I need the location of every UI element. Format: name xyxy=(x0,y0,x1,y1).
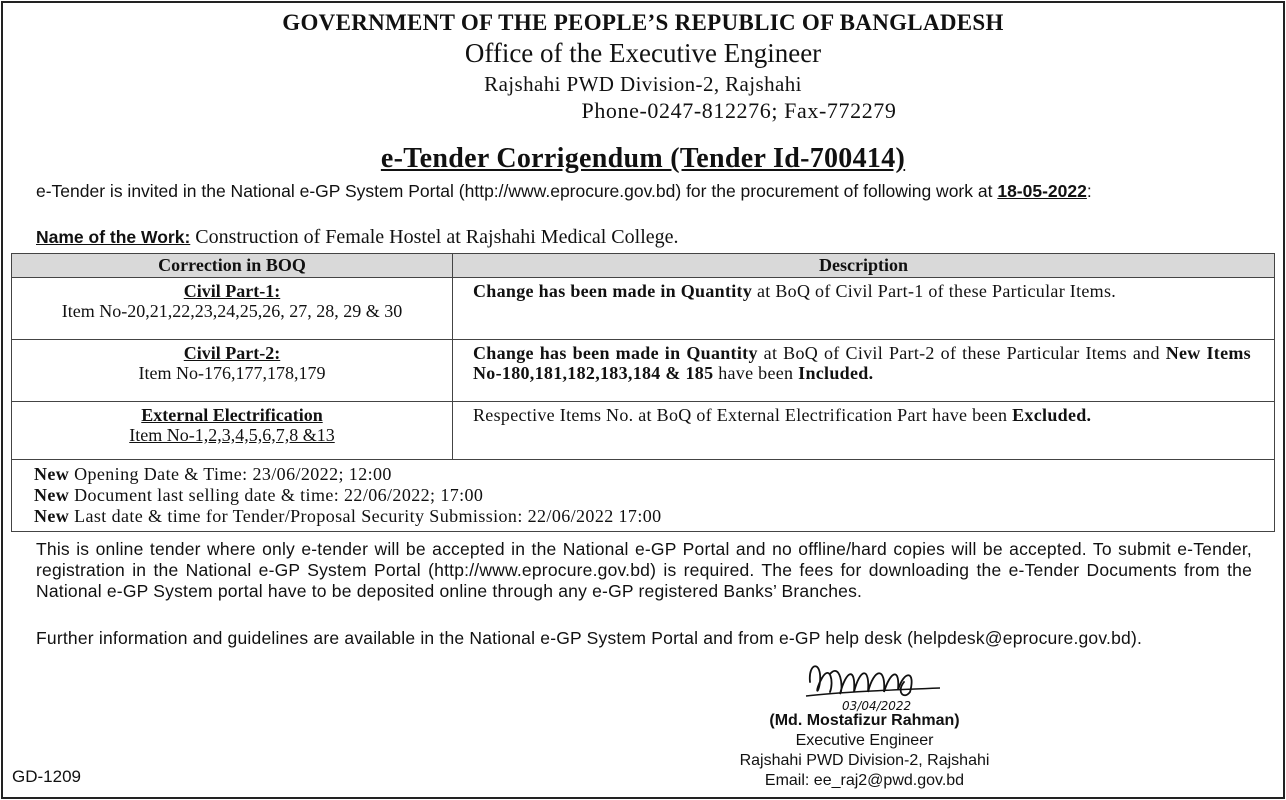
table-header-row xyxy=(12,254,1275,278)
column-header-description: Description xyxy=(453,254,1275,278)
contact-heading: Phone-0247-812276; Fax-772279 xyxy=(581,98,897,123)
item-numbers: Item No-20,21,22,23,24,25,26, 27, 28, 29 & 30 xyxy=(61,301,403,321)
description-cell xyxy=(453,402,1275,460)
column-header-correction: Correction in BOQ xyxy=(12,254,453,278)
description-cell xyxy=(453,340,1275,402)
intro-date: 18-05-2022 xyxy=(997,181,1087,201)
boq-corrections-table xyxy=(11,253,1275,532)
work-name: Construction of Female Hostel at Rajshahi Medical College. xyxy=(195,226,679,248)
work-label: Name of the Work: xyxy=(36,227,191,247)
intro-paragraph xyxy=(36,181,1252,202)
item-numbers: Item No-176,177,178,179 xyxy=(138,363,326,383)
new-opening-date xyxy=(34,464,1274,485)
new-label: New xyxy=(34,485,70,505)
new-items-bold: New Items No-180,181,182,183,184 & 185 xyxy=(473,343,1251,383)
signatory-email: Email: ee_raj2@pwd.gov.bd xyxy=(764,772,965,789)
document-title: e-Tender Corrigendum (Tender Id-700414) xyxy=(380,143,906,174)
signature-date: 03/04/2022 xyxy=(842,699,912,713)
description-text: Respective Items No. at BoQ of External Electrification Part have been xyxy=(473,405,1013,425)
intro-text: e-Tender is invited in the National e-GP System Portal (http://www.eprocure.gov.bd) for the procurement of following work at xyxy=(36,181,998,201)
work-line xyxy=(36,226,679,249)
description-text-2: have been xyxy=(713,363,799,383)
government-heading: GOVERNMENT OF THE PEOPLE’S REPUBLIC OF BANGLADESH xyxy=(282,10,1004,35)
description-cell xyxy=(453,278,1275,340)
date-text: Last date & time for Tender/Proposal Security Submission: 22/06/2022 17:00 xyxy=(69,506,662,526)
signatory-name: (Md. Mostafizur Rahman) xyxy=(769,712,960,729)
signature xyxy=(800,652,950,714)
new-dates-row xyxy=(12,460,1275,532)
part-label: Civil Part-2: xyxy=(183,343,281,363)
description-bold: Change has been made in Quantity xyxy=(473,281,753,301)
intro-suffix: : xyxy=(1086,181,1092,201)
new-label: New xyxy=(34,464,70,484)
description-bold: Excluded. xyxy=(1012,405,1092,425)
date-text: Opening Date & Time: 23/06/2022; 12:00 xyxy=(69,464,392,484)
office-heading: Office of the Executive Engineer xyxy=(464,38,822,68)
gd-code: GD-1209 xyxy=(12,767,81,786)
description-text: at BoQ of Civil Part-2 of these Particular Items and xyxy=(757,343,1166,363)
included-bold: Included. xyxy=(798,363,874,383)
correction-cell xyxy=(12,278,453,340)
new-dates-cell xyxy=(12,460,1275,532)
description-bold: Change has been made in Quantity xyxy=(473,343,758,363)
part-label: External Electrification xyxy=(141,405,323,425)
correction-cell xyxy=(12,340,453,402)
signature-block xyxy=(692,711,1037,791)
date-text: Document last selling date & time: 22/06/2022; 17:00 xyxy=(69,485,484,505)
further-info-paragraph: Further information and guidelines are available in the National e-GP System Portal and from e-GP help desk (helpdesk@eprocure.gov.bd). xyxy=(36,628,1143,648)
description-text: at BoQ of Civil Part-1 of these Particular Items. xyxy=(752,281,1117,301)
signatory-designation: Executive Engineer xyxy=(795,732,934,749)
division-heading: Rajshahi PWD Division-2, Rajshahi xyxy=(484,72,802,96)
signatory-office: Rajshahi PWD Division-2, Rajshahi xyxy=(739,752,990,769)
new-document-selling-date xyxy=(34,485,1274,506)
table-row xyxy=(12,278,1275,340)
table-row xyxy=(12,402,1275,460)
correction-cell xyxy=(12,402,453,460)
new-label: New xyxy=(34,506,70,526)
new-security-submission-date xyxy=(34,506,1274,527)
table-row xyxy=(12,340,1275,402)
online-tender-paragraph: This is online tender where only e-tender will be accepted in the National e-GP Portal and no offline/hard copies will be accepted. To submit e-Tender, registration in the National e-GP System Portal (http://www.eprocure.gov.bd) is required. The fees for downloading the e-Tender Documents from the National e-GP System portal have to be deposited online through any e-GP registered Banks’ Branches. xyxy=(36,539,1252,601)
item-numbers: Item No-1,2,3,4,5,6,7,8 &13 xyxy=(129,425,335,445)
part-label: Civil Part-1: xyxy=(183,281,281,301)
